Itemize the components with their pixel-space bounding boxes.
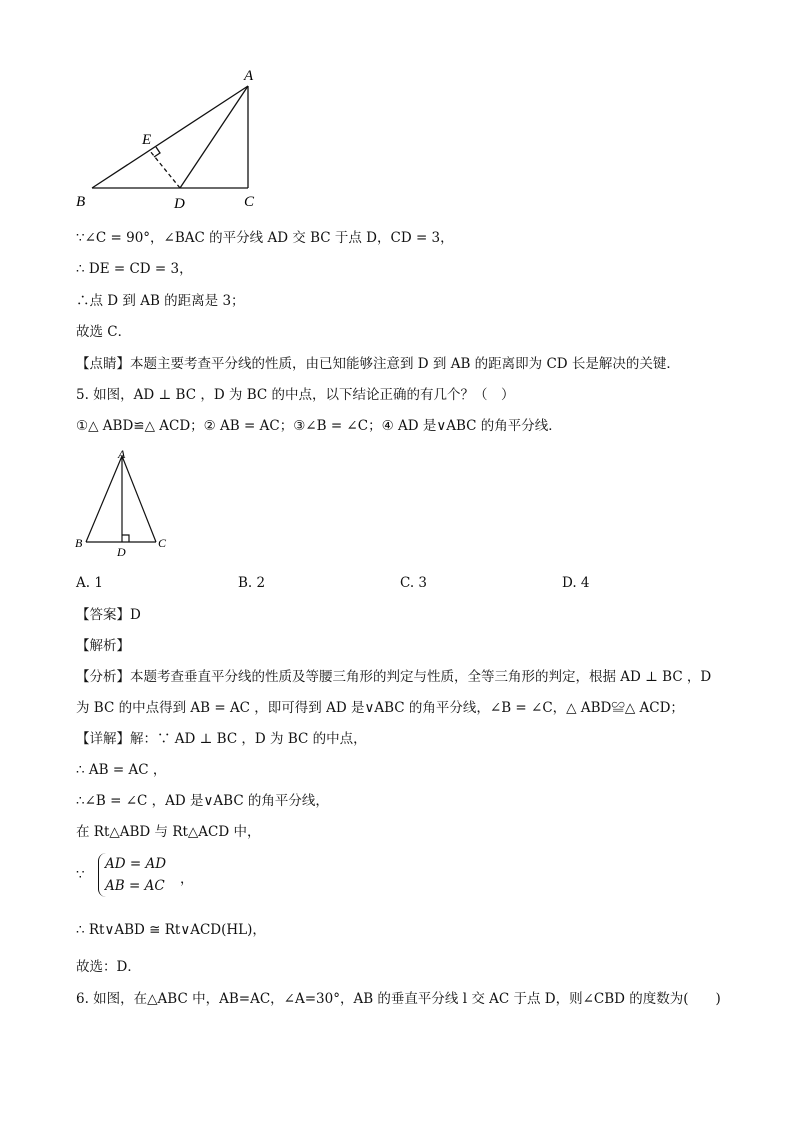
label-C: C xyxy=(244,194,255,210)
right-angle-mark-E xyxy=(154,147,160,157)
label-E: E xyxy=(142,132,152,148)
because-symbol: ∵ xyxy=(76,867,85,883)
label-C: C xyxy=(158,536,167,550)
question-5: 5. 如图，AD ⊥ BC ，D 为 BC 的中点，以下结论正确的有几个？（ ） xyxy=(76,387,515,403)
system-suffix: ， xyxy=(180,871,194,887)
text-line-4: 故选 C． xyxy=(76,324,132,340)
segment-AB xyxy=(86,456,122,542)
analysis-line-1: 【分析】本题考查垂直平分线的性质及等腰三角形的判定与性质，全等三角形的判定，根据 AD ⊥ BC ，D xyxy=(76,669,712,685)
option-a: A. 1 xyxy=(76,575,103,591)
label-A: A xyxy=(244,68,254,84)
analysis-line-8: 故选：D． xyxy=(76,959,141,975)
dianjing-note: 【点睛】本题主要考查平分线的性质，由已知能够注意到 D 到 AB 的距离即为 CD 长是解决的关键． xyxy=(76,356,680,372)
label-D: D xyxy=(174,196,185,212)
equation-system xyxy=(76,853,194,903)
figure-1-triangle xyxy=(70,62,270,212)
figure-2-triangle xyxy=(70,446,180,562)
question-6: 6. 如图，在△ABC 中，AB=AC，∠A=30°，AB 的垂直平分线 l 交 AC 于点 D，则∠CBD 的度数为( ) xyxy=(76,991,721,1007)
label-A: A xyxy=(118,447,126,461)
option-b: B. 2 xyxy=(238,575,266,591)
analysis-line-5: ∴∠B = ∠C ，AD 是∨ABC 的角平分线， xyxy=(76,793,329,809)
text-line-1: ∵∠C = 90°，∠BAC 的平分线 AD 交 BC 于点 D，CD = 3， xyxy=(76,230,454,246)
analysis-line-7: ∴ Rt∨ABD ≅ Rt∨ACD(HL)， xyxy=(76,922,266,938)
brace-rows xyxy=(98,853,166,897)
option-d: D. 4 xyxy=(562,575,590,591)
label-D: D xyxy=(117,545,126,559)
segment-BA xyxy=(92,86,248,188)
system-row-1: AD = AD xyxy=(105,856,167,872)
analysis-line-3: 【详解】解：∵ AD ⊥ BC ，D 为 BC 的中点， xyxy=(76,731,367,747)
right-angle-mark-D xyxy=(122,535,129,542)
analysis-line-2: 为 BC 的中点得到 AB = AC ，即可得到 AD 是∨ABC 的角平分线，∠B = ∠C，△ ABD≌△ ACD； xyxy=(76,700,684,716)
analysis-line-6: 在 Rt△ABD 与 Rt△ACD 中， xyxy=(76,824,261,840)
segment-AC xyxy=(122,456,156,542)
question-5-statements: ①△ ABD≌△ ACD；② AB = AC；③∠B = ∠C；④ AD 是∨ABC 的角平分线． xyxy=(76,418,562,434)
analysis-line-4: ∴ AB = AC ， xyxy=(76,762,167,778)
label-B: B xyxy=(76,194,86,210)
system-row-2: AB = AC xyxy=(105,878,165,894)
text-line-3: ∴点 D 到 AB 的距离是 3； xyxy=(76,293,245,309)
answer: 【答案】D xyxy=(76,607,141,623)
segment-AD xyxy=(180,86,248,188)
option-c: C. 3 xyxy=(400,575,428,591)
analysis-title: 【解析】 xyxy=(76,638,130,654)
label-B: B xyxy=(75,536,83,550)
text-line-2: ∴ DE = CD = 3， xyxy=(76,261,193,277)
